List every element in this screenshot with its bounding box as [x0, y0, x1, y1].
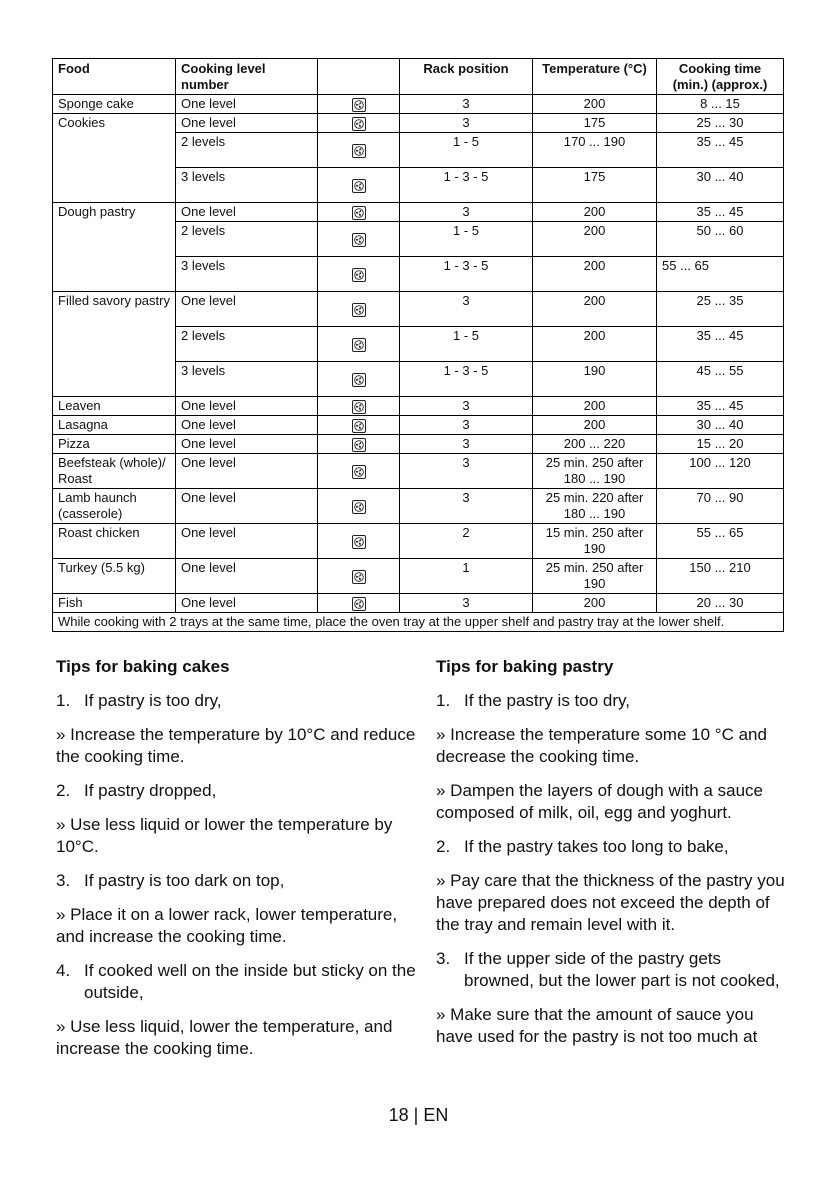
table-row [53, 114, 784, 133]
tips-cakes-section [56, 656, 416, 1072]
tip-problem-text: If pastry is too dry, [84, 691, 222, 710]
table-note-row [53, 613, 784, 632]
cell-food: Lasagna [53, 416, 176, 435]
tip-problem-text: If cooked well on the inside but sticky on the outside, [84, 961, 416, 1002]
cell-cooking-level: One level [176, 292, 318, 327]
cell-cooking-level: One level [176, 203, 318, 222]
cell-food: Roast chicken [53, 524, 176, 559]
cell-cooking-time: 20 ... 30 [657, 594, 784, 613]
tip-problem [436, 948, 786, 992]
cell-temperature: 170 ... 190 [533, 133, 657, 168]
fan-icon [352, 535, 366, 549]
fan-icon [352, 179, 366, 193]
cell-cooking-time: 30 ... 40 [657, 416, 784, 435]
fan-icon [352, 465, 366, 479]
table-row [53, 397, 784, 416]
cell-cooking-level: 3 levels [176, 257, 318, 292]
cell-mode [318, 257, 400, 292]
header-rack-position: Rack position [400, 59, 533, 95]
fan-icon [352, 419, 366, 433]
fan-icon [352, 98, 366, 112]
cell-rack-position: 3 [400, 114, 533, 133]
fan-icon [352, 117, 366, 131]
tips-pastry-section [436, 656, 786, 1060]
cell-cooking-level: One level [176, 454, 318, 489]
header-icon [318, 59, 400, 95]
fan-icon [352, 438, 366, 452]
cell-cooking-level: One level [176, 95, 318, 114]
cell-cooking-time: 55 ... 65 [657, 524, 784, 559]
cell-rack-position: 3 [400, 454, 533, 489]
cell-rack-position: 2 [400, 524, 533, 559]
cell-cooking-time: 35 ... 45 [657, 203, 784, 222]
cell-temperature: 190 [533, 362, 657, 397]
table-row [53, 594, 784, 613]
table-row [53, 524, 784, 559]
cell-rack-position: 3 [400, 489, 533, 524]
fan-icon [352, 233, 366, 247]
tip-problem [436, 836, 786, 858]
cell-food: Beefsteak (whole)/ Roast [53, 454, 176, 489]
cell-cooking-time: 45 ... 55 [657, 362, 784, 397]
cell-mode [318, 203, 400, 222]
cell-cooking-time: 25 ... 35 [657, 292, 784, 327]
tip-number: 1. [436, 691, 451, 710]
tip-solution: » Make sure that the amount of sauce you have used for the pastry is not too much at [436, 1005, 758, 1046]
cell-cooking-time: 150 ... 210 [657, 559, 784, 594]
tip-number: 3. [436, 949, 451, 968]
fan-icon [352, 570, 366, 584]
fan-icon [352, 144, 366, 158]
cell-rack-position: 1 - 5 [400, 133, 533, 168]
cell-cooking-level: 2 levels [176, 133, 318, 168]
fan-icon [352, 338, 366, 352]
tip-problem-text: If pastry is too dark on top, [84, 871, 285, 890]
cell-rack-position: 3 [400, 203, 533, 222]
header-cooking-time: Cooking time (min.) (approx.) [657, 59, 784, 95]
cell-mode [318, 222, 400, 257]
tip-solution: » Increase the temperature some 10 °C and decrease the cooking time. [436, 725, 767, 766]
cell-rack-position: 1 - 3 - 5 [400, 257, 533, 292]
cell-temperature: 200 [533, 222, 657, 257]
cell-rack-position: 1 [400, 559, 533, 594]
header-temperature: Temperature (°C) [533, 59, 657, 95]
tips-pastry-title: Tips for baking pastry [436, 657, 614, 676]
cell-mode [318, 559, 400, 594]
tip-number: 2. [436, 837, 451, 856]
tip-solution: » Dampen the layers of dough with a sauce composed of milk, oil, egg and yoghurt. [436, 781, 763, 822]
tips-cakes-title: Tips for baking cakes [56, 657, 230, 676]
cell-rack-position: 3 [400, 594, 533, 613]
cell-temperature: 200 [533, 397, 657, 416]
cell-temperature: 200 [533, 327, 657, 362]
tip-number: 3. [56, 871, 71, 890]
cell-cooking-level: 3 levels [176, 362, 318, 397]
cell-cooking-level: 3 levels [176, 168, 318, 203]
cell-cooking-time: 15 ... 20 [657, 435, 784, 454]
cell-mode [318, 435, 400, 454]
cell-cooking-time: 35 ... 45 [657, 397, 784, 416]
tip-number: 4. [56, 961, 71, 980]
cell-food: Fish [53, 594, 176, 613]
cell-cooking-time: 50 ... 60 [657, 222, 784, 257]
cell-mode [318, 168, 400, 203]
cell-temperature: 15 min. 250 after 190 [533, 524, 657, 559]
cell-mode [318, 95, 400, 114]
cell-mode [318, 292, 400, 327]
cell-food: Sponge cake [53, 95, 176, 114]
cell-mode [318, 397, 400, 416]
cell-mode [318, 362, 400, 397]
cell-cooking-level: One level [176, 524, 318, 559]
cell-temperature: 200 [533, 594, 657, 613]
cell-mode [318, 489, 400, 524]
table-row [53, 292, 784, 327]
tip-number: 2. [56, 781, 71, 800]
cell-rack-position: 1 - 5 [400, 222, 533, 257]
tip-problem-text: If the pastry is too dry, [464, 691, 630, 710]
cell-cooking-level: One level [176, 435, 318, 454]
cell-cooking-time: 35 ... 45 [657, 133, 784, 168]
cell-mode [318, 114, 400, 133]
table-row [53, 559, 784, 594]
tip-solution: » Use less liquid or lower the temperature by 10°C. [56, 815, 393, 856]
cell-cooking-time: 55 ... 65 [657, 257, 784, 292]
fan-icon [352, 373, 366, 387]
tip-solution: » Place it on a lower rack, lower temperature, and increase the cooking time. [56, 905, 398, 946]
cell-mode [318, 327, 400, 362]
fan-icon [352, 206, 366, 220]
cell-mode [318, 594, 400, 613]
cell-temperature: 200 [533, 416, 657, 435]
cell-temperature: 200 ... 220 [533, 435, 657, 454]
header-cooking-level: Cooking level number [176, 59, 318, 95]
cell-food: Turkey (5.5 kg) [53, 559, 176, 594]
tip-solution: » Use less liquid, lower the temperature, and increase the cooking time. [56, 1017, 393, 1058]
cell-mode [318, 524, 400, 559]
table-row [53, 95, 784, 114]
page-number: 18 | EN [388, 1105, 449, 1125]
cell-cooking-level: 2 levels [176, 222, 318, 257]
table-row [53, 416, 784, 435]
cell-cooking-time: 30 ... 40 [657, 168, 784, 203]
tips-cakes-list [56, 690, 416, 1060]
cell-temperature: 200 [533, 257, 657, 292]
table-row [53, 454, 784, 489]
cell-rack-position: 3 [400, 292, 533, 327]
fan-icon [352, 303, 366, 317]
table-header-row [53, 59, 784, 95]
cell-mode [318, 454, 400, 489]
cell-food: Dough pastry [53, 203, 176, 292]
cell-food: Filled savory pastry [53, 292, 176, 397]
cell-cooking-time: 70 ... 90 [657, 489, 784, 524]
tip-problem [56, 690, 416, 712]
cell-rack-position: 1 - 3 - 5 [400, 362, 533, 397]
cell-cooking-time: 8 ... 15 [657, 95, 784, 114]
table-note: While cooking with 2 trays at the same time, place the oven tray at the upper shelf and pastry tray at the lower shelf. [53, 613, 784, 632]
cell-temperature: 25 min. 250 after 190 [533, 559, 657, 594]
cooking-table [52, 58, 784, 632]
cell-rack-position: 3 [400, 416, 533, 435]
cell-rack-position: 1 - 5 [400, 327, 533, 362]
tip-solution: » Increase the temperature by 10°C and reduce the cooking time. [56, 725, 416, 766]
cell-cooking-time: 25 ... 30 [657, 114, 784, 133]
cell-cooking-time: 35 ... 45 [657, 327, 784, 362]
header-food: Food [53, 59, 176, 95]
cell-food: Pizza [53, 435, 176, 454]
tip-solution: » Pay care that the thickness of the pastry you have prepared does not exceed the depth of the tray and remain level with it. [436, 871, 785, 934]
cell-mode [318, 133, 400, 168]
cell-cooking-level: One level [176, 397, 318, 416]
cell-food: Leaven [53, 397, 176, 416]
cell-cooking-level: One level [176, 594, 318, 613]
cell-temperature: 200 [533, 203, 657, 222]
tip-number: 1. [56, 691, 71, 710]
table-row [53, 489, 784, 524]
fan-icon [352, 597, 366, 611]
cell-cooking-level: One level [176, 489, 318, 524]
table-body [53, 95, 784, 613]
cell-temperature: 175 [533, 114, 657, 133]
tip-problem-text: If the pastry takes too long to bake, [464, 837, 729, 856]
fan-icon [352, 268, 366, 282]
cell-cooking-level: One level [176, 416, 318, 435]
table-row [53, 203, 784, 222]
cell-cooking-level: One level [176, 114, 318, 133]
tip-problem [56, 780, 416, 802]
cell-temperature: 200 [533, 95, 657, 114]
tip-problem-text: If pastry dropped, [84, 781, 217, 800]
fan-icon [352, 500, 366, 514]
cell-cooking-time: 100 ... 120 [657, 454, 784, 489]
tip-problem [56, 960, 416, 1004]
cell-cooking-level: 2 levels [176, 327, 318, 362]
cell-mode [318, 416, 400, 435]
cell-cooking-level: One level [176, 559, 318, 594]
cell-temperature: 25 min. 250 after 180 ... 190 [533, 454, 657, 489]
cell-temperature: 200 [533, 292, 657, 327]
cell-rack-position: 3 [400, 435, 533, 454]
cell-rack-position: 3 [400, 397, 533, 416]
cell-rack-position: 3 [400, 95, 533, 114]
fan-icon [352, 400, 366, 414]
tip-problem-text: If the upper side of the pastry gets browned, but the lower part is not cooked, [464, 949, 780, 990]
tips-pastry-list [436, 690, 786, 1048]
cell-food: Cookies [53, 114, 176, 203]
tip-problem [436, 690, 786, 712]
cell-food: Lamb haunch (casserole) [53, 489, 176, 524]
tip-problem [56, 870, 416, 892]
cell-rack-position: 1 - 3 - 5 [400, 168, 533, 203]
table-row [53, 435, 784, 454]
cell-temperature: 175 [533, 168, 657, 203]
cell-temperature: 25 min. 220 after 180 ... 190 [533, 489, 657, 524]
